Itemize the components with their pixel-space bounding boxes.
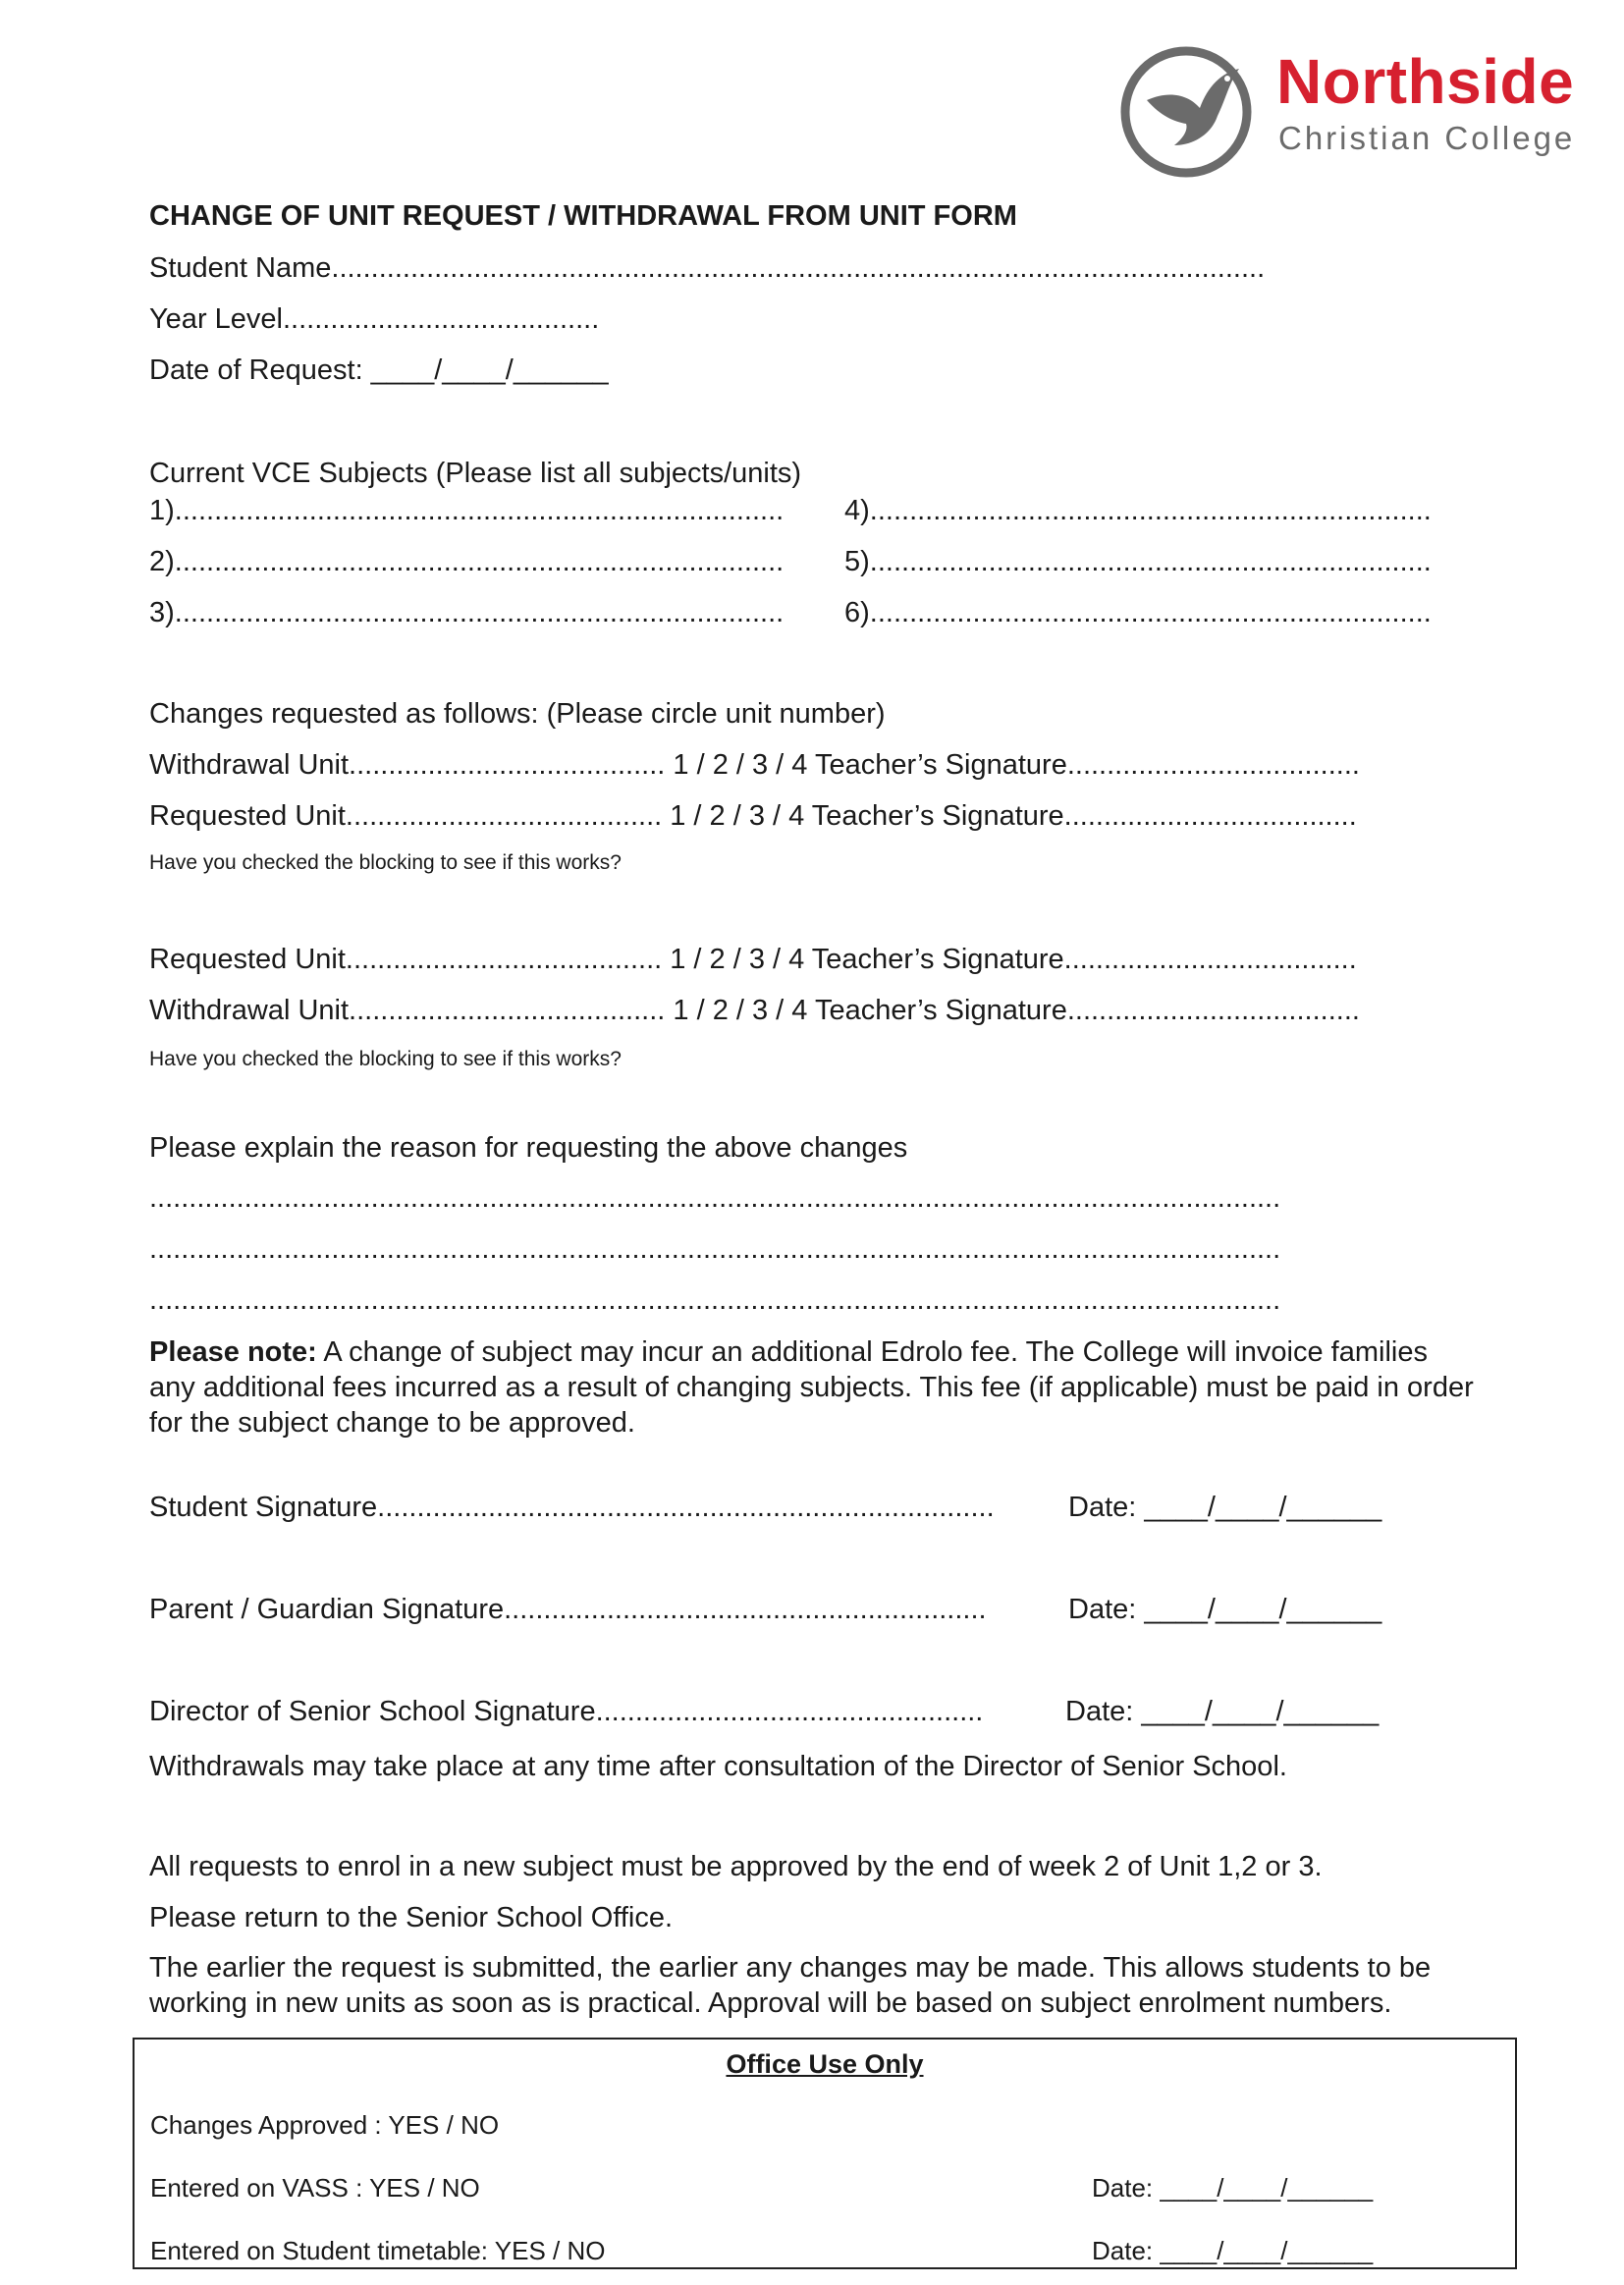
college-logo — [1119, 39, 1581, 187]
logo-subtitle: Christian College — [1278, 120, 1576, 156]
director-signature-date[interactable]: Date: ____/____/______ — [1065, 1696, 1380, 1727]
fee-note-label: Please note: — [149, 1336, 317, 1368]
parent-signature-field[interactable]: Parent / Guardian Signature............................................................. — [149, 1594, 987, 1625]
subject-field-5[interactable]: 5)....................................................................... — [844, 546, 1432, 577]
timetable-field[interactable]: Entered on Student timetable: YES / NO — [150, 2236, 606, 2265]
blocking-question-2: Have you checked the blocking to see if this works? — [149, 1048, 622, 1070]
dove-icon — [1119, 43, 1257, 181]
changes-heading: Changes requested as follows: (Please circle unit number) — [149, 698, 886, 730]
office-use-box — [133, 2038, 1517, 2269]
withdrawal-unit-field-2[interactable]: Withdrawal Unit........................................ 1 / 2 / 3 / 4 Teacher’s Signature..................................... — [149, 995, 1360, 1026]
enrol-note: All requests to enrol in a new subject must be approved by the end of week 2 of Unit 1,2 or 3. — [149, 1851, 1323, 1882]
requested-unit-field[interactable]: Requested Unit........................................ 1 / 2 / 3 / 4 Teacher’s Signature..................................... — [149, 800, 1357, 832]
parent-signature-date[interactable]: Date: ____/____/______ — [1068, 1594, 1382, 1625]
subjects-heading: Current VCE Subjects (Please list all subjects/units) — [149, 458, 802, 489]
office-use-title: Office Use Only — [726, 2049, 924, 2079]
withdrawals-note: Withdrawals may take place at any time after consultation of the Director of Senior School. — [149, 1751, 1287, 1782]
earlier-note: The earlier the request is submitted, the earlier any changes may be made. This allows students to be working in new units as soon as is practical. Approval will be based on subject enrolment numbers. — [149, 1952, 1432, 2019]
vass-field[interactable]: Entered on VASS : YES / NO — [150, 2173, 480, 2203]
fee-note — [149, 1334, 1475, 1441]
fee-note-text: A change of subject may incur an additional Edrolo fee. The College will invoice families any additional fees incurred as a result of changing subjects. This fee (if applicable) must be paid in order for the subject change to be approved. — [149, 1336, 1474, 1439]
student-signature-date[interactable]: Date: ____/____/______ — [1068, 1492, 1382, 1523]
subject-field-6[interactable]: 6)....................................................................... — [844, 597, 1432, 628]
year-level-field[interactable]: Year Level........................................ — [149, 303, 600, 335]
date-of-request-field[interactable]: Date of Request: ____/____/______ — [149, 354, 609, 386]
student-name-field[interactable]: Student Name...................................................................................................................... — [149, 252, 1266, 284]
return-note: Please return to the Senior School Office. — [149, 1902, 674, 1933]
subject-field-4[interactable]: 4)....................................................................... — [844, 495, 1432, 526]
reason-line-2[interactable]: ............................................................................................................................................... — [149, 1233, 1281, 1265]
director-signature-field[interactable]: Director of Senior School Signature................................................. — [149, 1696, 984, 1727]
reason-line-3[interactable]: ............................................................................................................................................... — [149, 1284, 1281, 1316]
requested-unit-field-2[interactable]: Requested Unit........................................ 1 / 2 / 3 / 4 Teacher’s Signature..................................... — [149, 944, 1357, 975]
changes-approved-field[interactable]: Changes Approved : YES / NO — [150, 2110, 500, 2140]
student-signature-field[interactable]: Student Signature.............................................................................. — [149, 1492, 995, 1523]
reason-heading: Please explain the reason for requesting the above changes — [149, 1132, 908, 1164]
vass-date[interactable]: Date: ____/____/______ — [1092, 2173, 1374, 2203]
reason-line-1[interactable]: ............................................................................................................................................... — [149, 1182, 1281, 1214]
timetable-date[interactable]: Date: ____/____/______ — [1092, 2236, 1374, 2265]
subject-field-1[interactable]: 1)............................................................................. — [149, 495, 785, 526]
withdrawal-unit-field[interactable]: Withdrawal Unit........................................ 1 / 2 / 3 / 4 Teacher’s Signature..................................... — [149, 749, 1360, 781]
logo-name: Northside — [1276, 46, 1575, 117]
form-title: CHANGE OF UNIT REQUEST / WITHDRAWAL FROM UNIT FORM — [149, 200, 1017, 232]
subject-field-2[interactable]: 2)............................................................................. — [149, 546, 785, 577]
blocking-question: Have you checked the blocking to see if this works? — [149, 851, 622, 874]
subject-field-3[interactable]: 3)............................................................................. — [149, 597, 785, 628]
